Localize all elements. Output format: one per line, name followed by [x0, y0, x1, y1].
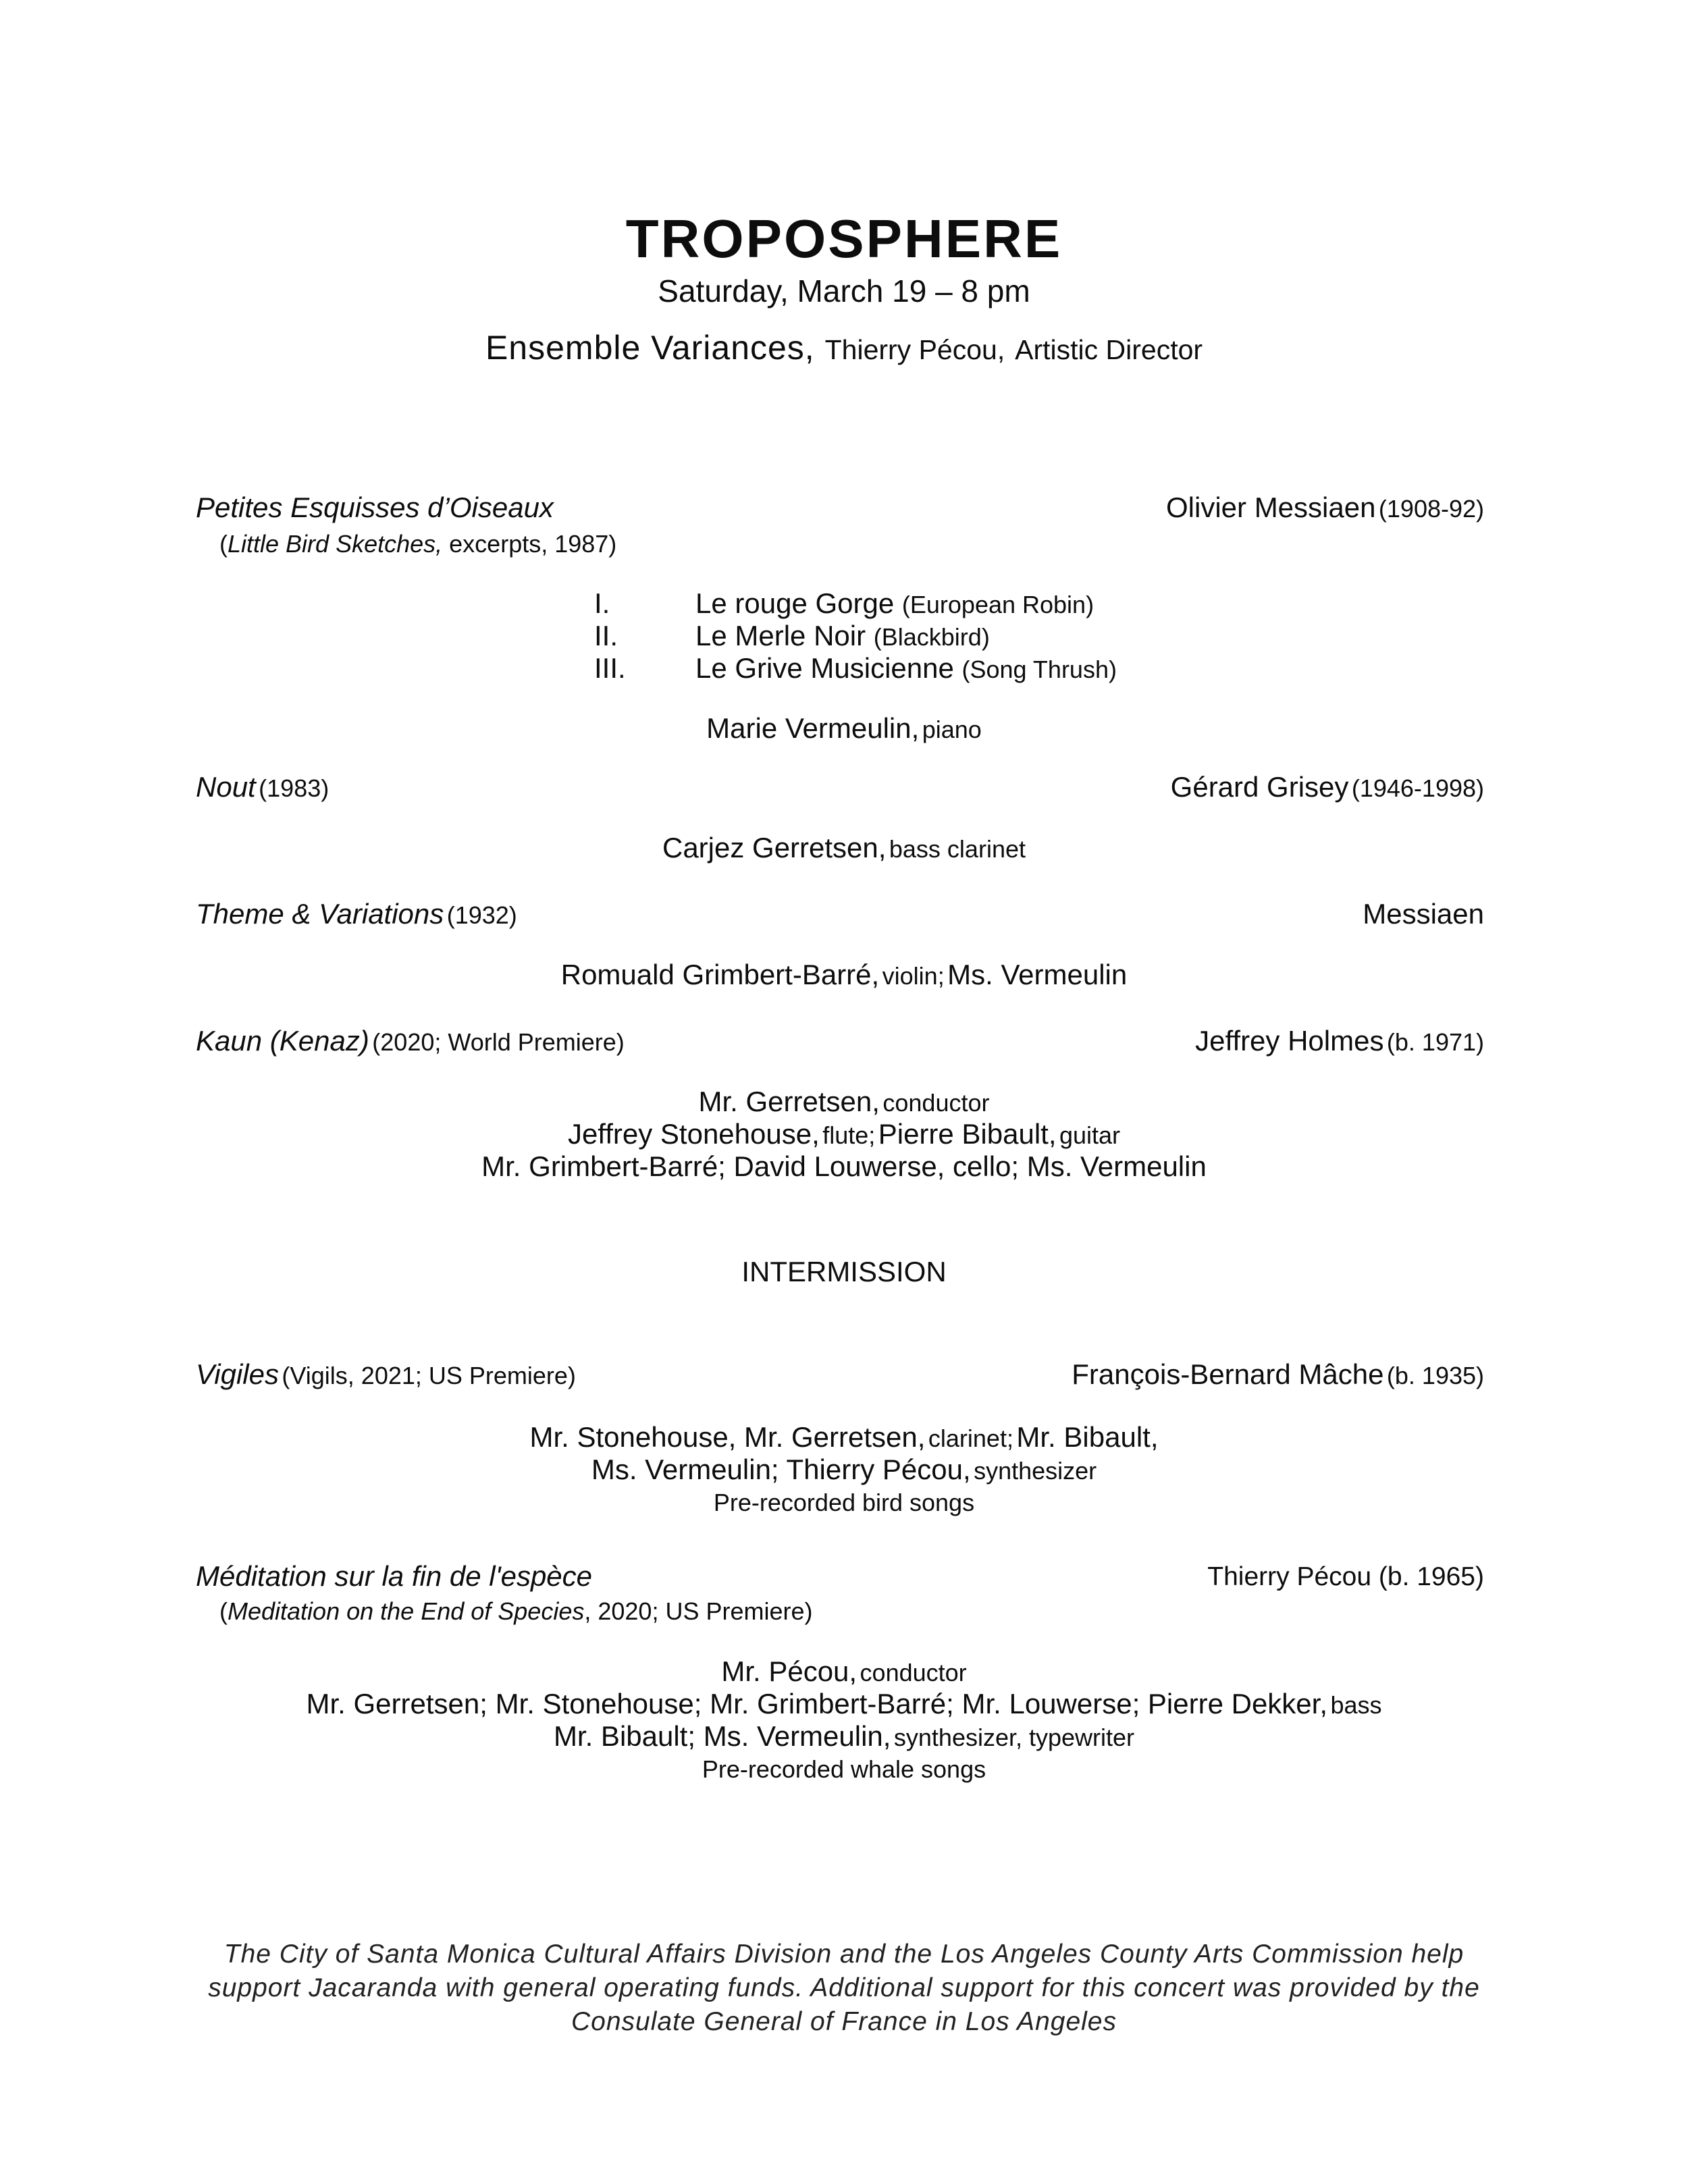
- movement-note: (Blackbird): [873, 623, 990, 651]
- performer-role: synthesizer: [974, 1457, 1097, 1485]
- funding-line-3: Consulate General of France in Los Angeles: [571, 2007, 1117, 2036]
- performer-name: Ms. Vermeulin: [947, 959, 1128, 990]
- performer-name: Marie Vermeulin,: [706, 712, 920, 744]
- work-6-note: Pre-recorded whale songs: [702, 1755, 986, 1783]
- composer-dates: (1946-1998): [1351, 774, 1484, 802]
- performer-name: Mr. Gerretsen; Mr. Stonehouse; Mr. Grimbert-Barré; Mr. Louwerse; Pierre Dekker,: [306, 1688, 1327, 1720]
- work-3-composer: Messiaen: [1363, 898, 1484, 930]
- work-4-performers-line-3: Mr. Grimbert-Barré; David Louwerse, cello; Ms. Vermeulin: [481, 1150, 1207, 1182]
- movement-title: Le Grive Musicienne: [695, 652, 954, 684]
- work-2-performer: [0, 832, 1688, 864]
- work-1-performer: [0, 712, 1688, 745]
- work-4-year: (2020; World Premiere): [372, 1028, 625, 1056]
- movement-note: (European Robin): [901, 591, 1094, 618]
- performer-name: Mr. Pécou,: [721, 1655, 858, 1687]
- work-6-performers-line-2: [0, 1688, 1688, 1720]
- work-6-performers-line-1: [0, 1655, 1688, 1688]
- work-2-title: Nout: [196, 771, 256, 803]
- movement-number: I.: [594, 587, 610, 619]
- composer-name: Olivier Messiaen: [1166, 491, 1376, 523]
- composer-dates: (b. 1935): [1386, 1362, 1484, 1389]
- movement-title: Le rouge Gorge: [695, 587, 895, 619]
- work-2-year: (1983): [259, 774, 329, 802]
- performer-name: Romuald Grimbert-Barré,: [560, 959, 880, 990]
- performer-role: flute;: [822, 1121, 876, 1149]
- work-4-composer: [1195, 1025, 1484, 1057]
- work-6-composer: Thierry Pécou (b. 1965): [1207, 1562, 1484, 1591]
- performer-role: violin;: [882, 962, 945, 990]
- performer-name: Carjez Gerretsen,: [662, 832, 887, 863]
- performer-name: Mr. Gerretsen,: [698, 1086, 880, 1117]
- movement-title: Le Merle Noir: [695, 620, 866, 651]
- performer-name: Mr. Bibault; Ms. Vermeulin,: [553, 1720, 891, 1752]
- subtitle-rest: excerpts, 1987): [442, 530, 617, 558]
- funding-line-1: The City of Santa Monica Cultural Affairs Division and the Los Angeles County Arts Commission help: [223, 1940, 1465, 1969]
- ensemble-line: [0, 328, 1688, 367]
- work-2-heading: [196, 771, 329, 803]
- paren: (: [219, 1597, 228, 1625]
- composer-dates: (b. 1971): [1386, 1028, 1484, 1056]
- director-name: Thierry Pécou,: [824, 334, 1005, 365]
- performer-role: conductor: [860, 1659, 967, 1686]
- performer-role: conductor: [882, 1089, 990, 1117]
- director-role: Artistic Director: [1015, 334, 1203, 365]
- composer-dates: (1908-92): [1378, 495, 1484, 523]
- work-5-title: Vigiles: [196, 1358, 279, 1390]
- intermission-label: INTERMISSION: [741, 1256, 947, 1287]
- work-6-title: Méditation sur la fin de l'espèce: [196, 1560, 593, 1592]
- performer-role: piano: [922, 716, 982, 743]
- performer-name: Ms. Vermeulin; Thierry Pécou,: [591, 1454, 971, 1485]
- performer-role: clarinet;: [928, 1424, 1013, 1452]
- paren: (: [219, 530, 228, 558]
- subtitle-rest: , 2020; US Premiere): [584, 1597, 813, 1625]
- movement-name: [695, 652, 1117, 685]
- work-4-heading: [196, 1025, 625, 1057]
- work-5-performers-line-2: [0, 1454, 1688, 1486]
- work-1-subtitle: [219, 530, 616, 558]
- performer-name: Mr. Bibault,: [1016, 1421, 1159, 1453]
- movement-number: II.: [594, 620, 618, 651]
- performer-role: synthesizer, typewriter: [893, 1724, 1135, 1751]
- work-5-note: Pre-recorded bird songs: [713, 1489, 975, 1516]
- work-3-title: Theme & Variations: [196, 898, 444, 930]
- work-4-title: Kaun (Kenaz): [196, 1025, 369, 1057]
- composer-name: Gérard Grisey: [1170, 771, 1349, 803]
- performer-name: Pierre Bibault,: [878, 1118, 1057, 1150]
- work-1-composer: [1166, 491, 1484, 524]
- movement-number: III.: [594, 652, 626, 684]
- performer-name: Mr. Stonehouse, Mr. Gerretsen,: [529, 1421, 926, 1453]
- work-5-performers-line-1: [0, 1421, 1688, 1454]
- concert-date: Saturday, March 19 – 8 pm: [658, 273, 1030, 309]
- work-1-title: Petites Esquisses d’Oiseaux: [196, 491, 554, 523]
- work-5-heading: [196, 1358, 576, 1391]
- work-4-performers-line-2: [0, 1118, 1688, 1150]
- movement-name: [695, 620, 990, 652]
- performer-role: guitar: [1059, 1121, 1121, 1149]
- work-4-performers-line-1: [0, 1086, 1688, 1118]
- work-5-year: (Vigils, 2021; US Premiere): [282, 1362, 576, 1389]
- performer-role: bass clarinet: [889, 835, 1026, 863]
- performer-name: Jeffrey Stonehouse,: [567, 1118, 820, 1150]
- movement-note: (Song Thrush): [961, 656, 1117, 683]
- work-3-heading: [196, 898, 517, 930]
- work-6-performers-line-3: [0, 1720, 1688, 1753]
- composer-name: François-Bernard Mâche: [1072, 1358, 1384, 1390]
- concert-title: TROPOSPHERE: [625, 209, 1063, 269]
- subtitle-italic: Little Bird Sketches,: [228, 530, 443, 558]
- movement-list: [594, 587, 1202, 689]
- funding-line-2: support Jacaranda with general operating funds. Additional support for this concert was provided by the: [208, 1973, 1480, 2002]
- work-3-performers: [0, 959, 1688, 991]
- subtitle-italic: Meditation on the End of Species: [228, 1597, 585, 1625]
- ensemble-name: Ensemble Variances,: [485, 329, 815, 367]
- work-3-year: (1932): [446, 901, 517, 929]
- performer-role: bass: [1330, 1691, 1382, 1719]
- work-5-composer: [1072, 1358, 1484, 1391]
- composer-name: Jeffrey Holmes: [1195, 1025, 1384, 1057]
- movement-name: [695, 587, 1094, 620]
- funding-credits: [0, 1938, 1688, 2039]
- work-2-composer: [1171, 771, 1484, 803]
- work-6-subtitle: [219, 1597, 813, 1626]
